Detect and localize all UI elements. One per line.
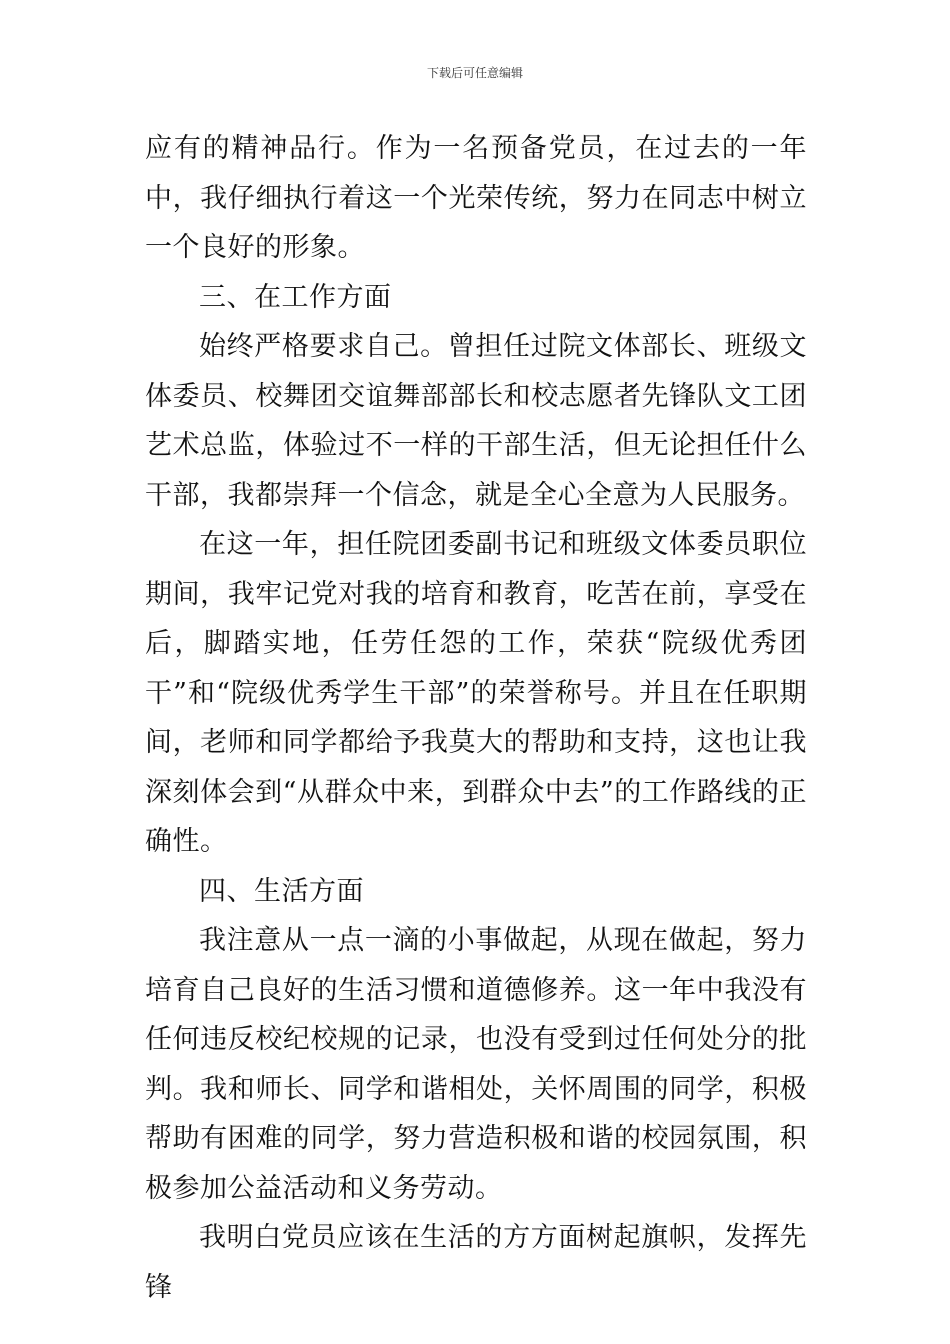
paragraph-life-habits: 我注意从一点一滴的小事做起，从现在做起，努力培育自己良好的生活习惯和道德修养。这一年中我没有任何违反校纪校规的记录，也没有受到过任何处分的批判。我和师长、同学和谐相处，关怀周围的同学，积极帮助有困难的同学，努力营造积极和谐的校园氛围，积极参加公益活动和义务劳动。: [145, 925, 807, 1204]
section-heading-work: 三、在工作方面: [199, 281, 392, 313]
paragraph-work-positions: 始终严格要求自己。曾担任过院文体部长、班级文体委员、校舞团交谊舞部部长和校志愿者先锋队文工团艺术总监，体验过不一样的干部生活，但无论担任什么干部，我都崇拜一个信念，就是全心全意为人民服务。: [145, 331, 807, 511]
document-body: [145, 124, 807, 1312]
paragraph-continuation: 应有的精神品行。作为一名预备党员，在过去的一年中，我仔细执行着这一个光荣传统，努力在同志中树立一个良好的形象。: [145, 133, 807, 263]
paragraph-life-pioneer: 我明白党员应该在生活的方方面树起旗帜，发挥先锋: [145, 1222, 807, 1303]
page-header-note: 下载后可任意编辑: [426, 66, 523, 80]
section-heading-life: 四、生活方面: [199, 875, 364, 907]
paragraph-work-honors: 在这一年，担任院团委副书记和班级文体委员职位期间，我牢记党对我的培育和教育，吃苦在前，享受在后，脚踏实地，任劳任怨的工作，荣获“院级优秀团干”和“院级优秀学生干部”的荣誉称号。并且在任职期间，老师和同学都给予我莫大的帮助和支持，这也让我深刻体会到“从群众中来，到群众中去”的工作路线的正确性。: [145, 529, 807, 857]
